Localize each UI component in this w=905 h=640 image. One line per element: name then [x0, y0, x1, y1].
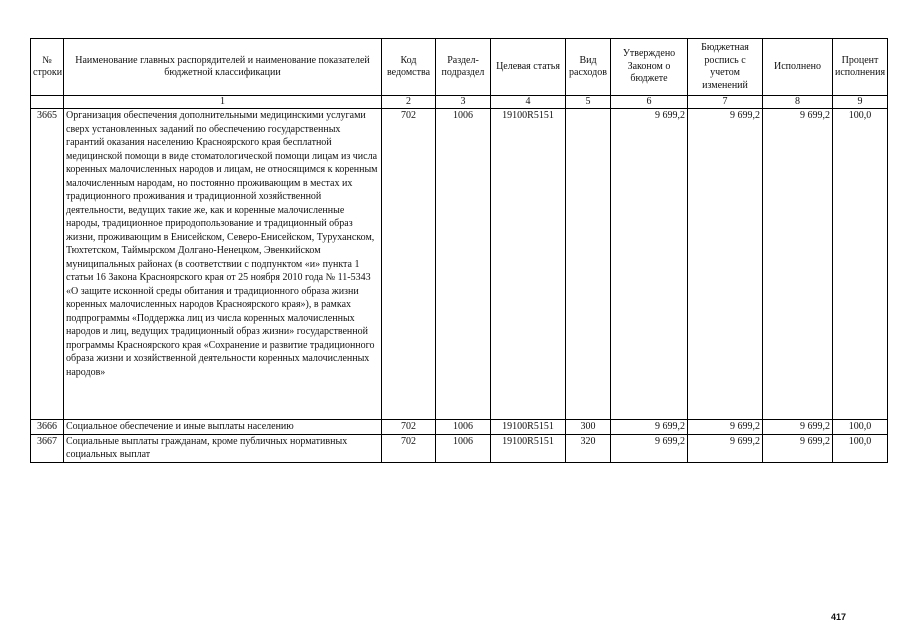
- column-number: 8: [763, 96, 833, 109]
- row-number: 3667: [31, 434, 64, 462]
- row-expense-kind: 300: [566, 420, 611, 435]
- row-section: 1006: [436, 434, 491, 462]
- column-number: 4: [491, 96, 566, 109]
- row-number: 3666: [31, 420, 64, 435]
- row-percent: 100,0: [833, 420, 888, 435]
- row-target-article: 19100R5151: [491, 434, 566, 462]
- header-executed: Исполнено: [763, 39, 833, 96]
- table-row: [31, 420, 888, 435]
- row-name: Социальное обеспечение и иные выплаты населению: [64, 420, 382, 435]
- column-number-row: [31, 96, 888, 109]
- row-section: 1006: [436, 420, 491, 435]
- header-percent: Процент исполнения: [833, 39, 888, 96]
- row-section: 1006: [436, 109, 491, 420]
- table-row: [31, 434, 888, 462]
- row-executed: 9 699,2: [763, 434, 833, 462]
- header-row-number: № строки: [31, 39, 64, 96]
- column-number-empty: [31, 96, 64, 109]
- column-number: 7: [688, 96, 763, 109]
- row-budget-plan: 9 699,2: [688, 434, 763, 462]
- column-number: 2: [382, 96, 436, 109]
- row-budget-plan: 9 699,2: [688, 109, 763, 420]
- column-number: 9: [833, 96, 888, 109]
- row-name: Организация обеспечения дополнительными медицинскими услугами сверх установленных заданий по обеспечению государственных гарантий оказания населению Красноярского края бесплатной медицинской помощи в виде стоматологической помощи лицам из числа коренных малочисленных народов и лицам, не относящимся к коренным малочисленным народам, но постоянно проживающим в местах их традиционного проживания и традиционной хозяйственной деятельности, ведущих такие же, как и коренные малочисленные народы, традиционное природопользование и традиционный образ жизни, проживающим в Енисейском, Северо-Енисейском, Туруханском, Тюхтетском, Таймырском Долгано-Ненецком, Эвенкийском муниципальных районах (в соответствии с подпунктом «и» пункта 1 статьи 16 Закона Красноярского края от 25 ноября 2010 года № 11-5343 «О защите исконной среды обитания и традиционного образа жизни коренных малочисленных народов Красноярского края»), в рамках подпрограммы «Поддержка лиц из числа коренных малочисленных народов и лиц, ведущих традиционный образ жизни» государственной программы Красноярского края «Сохранение и развитие традиционного образа жизни и хозяйственной деятельности коренных малочисленных народов»: [64, 109, 382, 420]
- row-expense-kind: [566, 109, 611, 420]
- column-number: 6: [611, 96, 688, 109]
- row-percent: 100,0: [833, 109, 888, 420]
- header-section: Раздел-подраздел: [436, 39, 491, 96]
- row-approved: 9 699,2: [611, 109, 688, 420]
- row-name: Социальные выплаты гражданам, кроме публичных нормативных социальных выплат: [64, 434, 382, 462]
- page-number: 417: [831, 612, 847, 622]
- row-dept-code: 702: [382, 420, 436, 435]
- row-target-article: 19100R5151: [491, 420, 566, 435]
- header-dept-code: Код ведомства: [382, 39, 436, 96]
- column-number: 5: [566, 96, 611, 109]
- row-approved: 9 699,2: [611, 420, 688, 435]
- row-dept-code: 702: [382, 109, 436, 420]
- row-number: 3665: [31, 109, 64, 420]
- header-target-article: Целевая статья: [491, 39, 566, 96]
- budget-execution-table: [30, 38, 888, 463]
- row-dept-code: 702: [382, 434, 436, 462]
- row-expense-kind: 320: [566, 434, 611, 462]
- row-executed: 9 699,2: [763, 420, 833, 435]
- header-budget-plan: Бюджетная роспись с учетом изменений: [688, 39, 763, 96]
- column-number: 1: [64, 96, 382, 109]
- header-expense-kind: Вид расходов: [566, 39, 611, 96]
- header-row: [31, 39, 888, 96]
- header-approved: Утверждено Законом о бюджете: [611, 39, 688, 96]
- row-target-article: 19100R5151: [491, 109, 566, 420]
- row-budget-plan: 9 699,2: [688, 420, 763, 435]
- column-number: 3: [436, 96, 491, 109]
- row-percent: 100,0: [833, 434, 888, 462]
- table-row: [31, 109, 888, 420]
- row-approved: 9 699,2: [611, 434, 688, 462]
- row-executed: 9 699,2: [763, 109, 833, 420]
- header-name: Наименование главных распорядителей и наименование показателей бюджетной классификации: [64, 39, 382, 96]
